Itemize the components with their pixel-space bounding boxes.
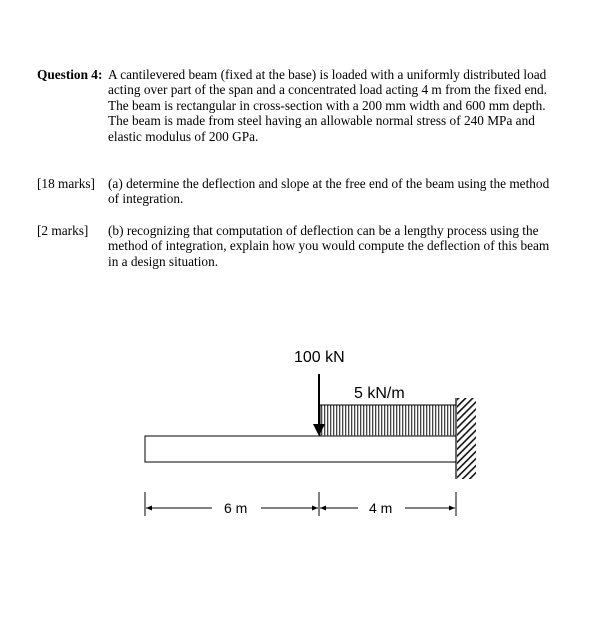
question-line: elastic modulus of 200 GPa. <box>108 128 259 144</box>
question-label: Question 4: <box>37 67 103 82</box>
part-b-line: (b) recognizing that computation of deflection can be a lengthy process using the <box>108 223 539 238</box>
distributed-load-label: 5 kN/m <box>354 385 405 402</box>
part-b-line: method of integration, explain how you would compute the deflection of this beam <box>108 238 550 254</box>
part-a-marks: [18 marks] <box>37 176 95 191</box>
question-line: A cantilevered beam (fixed at the base) is loaded with a uniformly distributed load <box>108 67 547 82</box>
dimension-right-label: 4 m <box>369 500 393 516</box>
part-b-marks: [2 marks] <box>37 223 89 238</box>
part-b-line: in a design situation. <box>108 253 219 269</box>
question-line: The beam is made from steel having an allowable normal stress of 240 MPa and <box>108 113 535 129</box>
part-a-line: of integration. <box>108 191 184 207</box>
question-line: The beam is rectangular in cross-section with a 200 mm width and 600 mm depth. <box>108 97 546 113</box>
point-load-label: 100 kN <box>294 349 345 366</box>
distributed-load <box>320 405 456 436</box>
beam <box>145 436 456 462</box>
question-line: acting over part of the span and a concentrated load acting 4 m from the fixed end. <box>108 82 547 98</box>
part-a-line: (a) determine the deflection and slope at the free end of the beam using the method <box>108 176 550 191</box>
dimension-left-label: 6 m <box>224 500 248 516</box>
dimension-lines <box>145 492 456 516</box>
fixed-support <box>456 398 476 479</box>
